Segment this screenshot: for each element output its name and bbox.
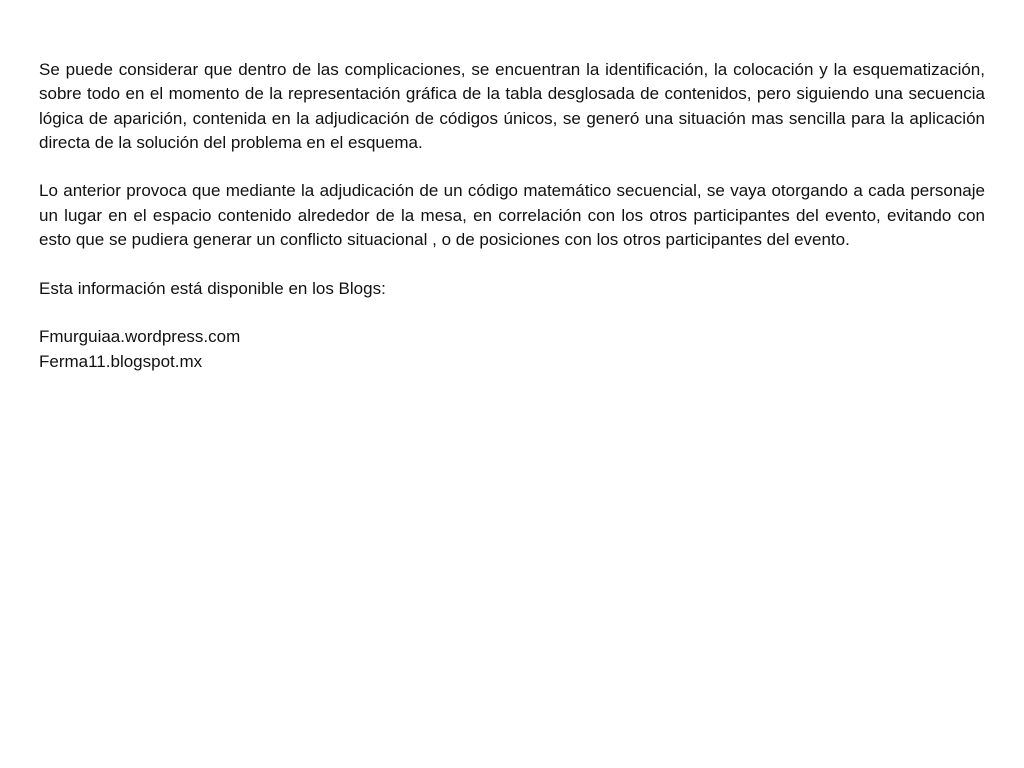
text-body <box>39 58 985 374</box>
blog-link-blogspot: Ferma11.blogspot.mx <box>39 351 203 371</box>
blog-link-wordpress: Fmurguiaa.wordpress.com <box>39 327 241 347</box>
paragraph-sequential-code: Lo anterior provoca que mediante la adjudicación de un código matemático secuencial, se vaya otorgando a cada personaje un lugar en el espacio contenido alrededor de la mesa, en correlación con los otros participantes del evento, evitando con esto que se pudiera generar un conflicto situacional , o de posiciones con los otros participantes del evento. <box>39 181 985 250</box>
paragraph-complications: Se puede considerar que dentro de las complicaciones, se encuentran la identificación, la colocación y la esquematización, sobre todo en el momento de la representación gráfica de la tabla desglosada de contenidos, pero siguiendo una secuencia lógica de aparición, contenida en la adjudicación de códigos únicos, se generó una situación mas sencilla para la aplicación directa de la solución del problema en el esquema. <box>39 60 985 152</box>
blogs-intro: Esta información está disponible en los Blogs: <box>39 278 386 298</box>
spacer <box>39 301 985 325</box>
